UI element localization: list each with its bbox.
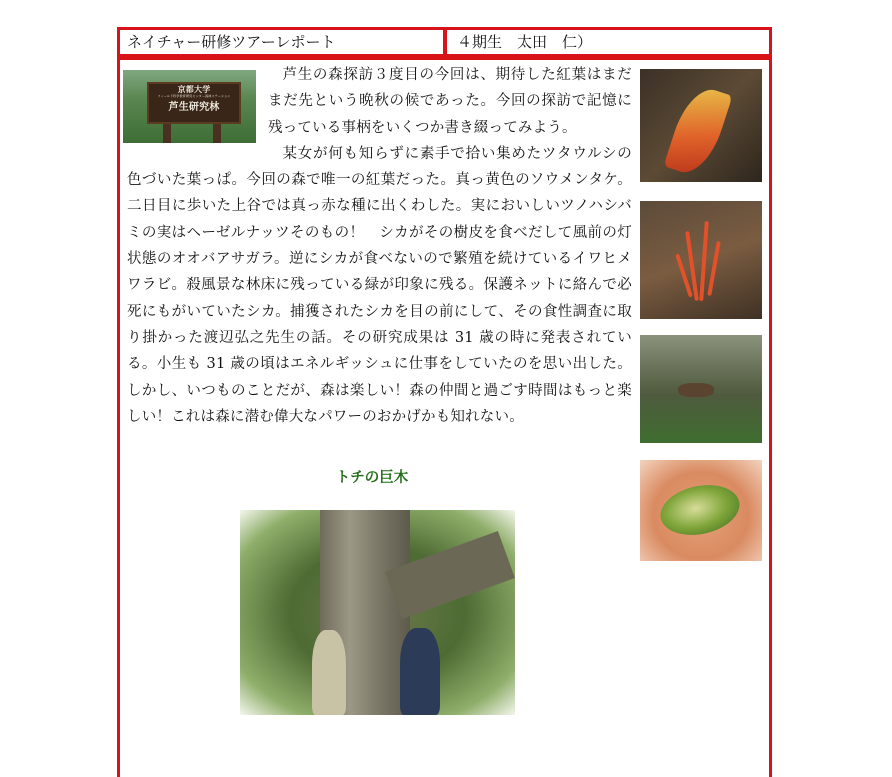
paragraph-intro: 芦生の森探訪３度目の今回は、期待した紅葉はまだまだ先という晩秋の候であった。今回の探訪で記憶に残っている事柄をいくつか書き綴ってみよう。 (268, 67, 632, 136)
paragraph-body: 某女が何も知らずに素手で拾い集めたツタウルシの色づいた葉っぱ。今回の森で唯一の紅葉だった。真っ黄色のソウメンタケ。二日目に歩いた上谷では真っ赤な種に出くわした。実においしいツノハシバミの実はヘーゼルナッツそのもの！ シカがその樹皮を食べだして風前の灯状態のオオバアサガラ。逆にシカが食べないので繁殖を続けているイワヒメワラビ。殺風景な林床に残っている緑が印象に残る。保護ネットに絡んで必死にもがいていたシカ。捕獲されたシカを目の前にして、その食性調査に取り掛かった渡辺弘之先生の話。その研究成果は 31 歳の時に発表されている。小生も 31 歳の頃はエネルギッシュに仕事をしていたのを思い出した。しかし、いつものことだが、森は楽しい！森の仲間と過ごす時間はもっと楽しい！これは森に潜む偉大なパワーのおかげかも知れない。 (127, 145, 632, 425)
hiker-left (312, 630, 346, 715)
hiker-right (400, 628, 440, 715)
author-box (444, 27, 772, 57)
photo-caption: トチの巨木 (335, 469, 409, 486)
orange-fungus-photo (640, 201, 762, 319)
deer (678, 383, 714, 397)
horse-chestnut-tree-photo (240, 510, 515, 715)
sign-text-center: フィールド科学教育研究センター森林ステーション (157, 94, 231, 98)
ashiu-sign-photo (123, 70, 256, 143)
report-title-box (117, 27, 446, 57)
sign-board (147, 82, 241, 124)
red-leaf (663, 82, 732, 179)
sign-text-forest: 芦生研究林 (168, 102, 220, 113)
author-name: ４期生 太田 仁） (457, 33, 593, 51)
report-title: ネイチャー研修ツアーレポート (127, 33, 336, 51)
deer-in-net-photo (640, 335, 762, 443)
poison-ivy-leaf-photo (640, 69, 762, 182)
article-text (127, 62, 632, 430)
sign-text-university: 京都大学 (177, 84, 211, 94)
hazelnut (656, 478, 744, 542)
hazelnut-in-hand-photo (640, 460, 762, 561)
fungus-stalk (707, 241, 720, 296)
